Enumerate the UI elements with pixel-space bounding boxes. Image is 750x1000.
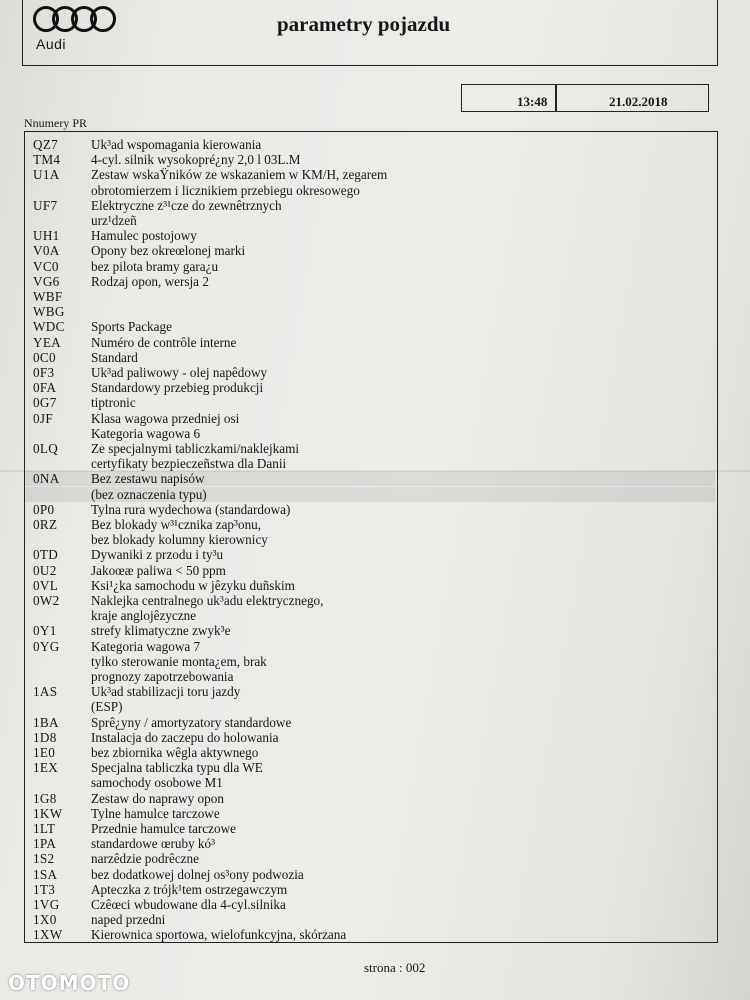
pr-description: Apteczka z trójk¹tem ostrzegawczym (91, 881, 288, 897)
pr-code: YEA (33, 334, 62, 350)
pr-code-row-continuation (25, 487, 715, 502)
pr-code: TM4 (33, 152, 61, 168)
pr-code-row (25, 471, 715, 486)
pr-code-row (25, 639, 715, 654)
pr-description: Sports Package (91, 319, 172, 335)
pr-description: (ESP) (91, 699, 123, 715)
pr-description: prognozy zapotrzebowania (91, 669, 234, 684)
pr-code: 0LQ (33, 441, 59, 456)
pr-code-row (25, 304, 715, 319)
pr-code: 1VG (33, 897, 60, 912)
pr-code-row (25, 867, 715, 882)
pr-code: 1LT (33, 821, 56, 836)
pr-code-row (25, 806, 715, 821)
pr-code: 0C0 (33, 349, 56, 365)
pr-description: bez dodatkowej dolnej os³ony podwozia (91, 866, 304, 882)
pr-description: Numéro de contrôle interne (91, 334, 237, 350)
pr-description: Tylne hamulce tarczowe (91, 805, 220, 821)
pr-code-row (25, 927, 715, 942)
pr-code-row (25, 228, 715, 243)
pr-code-row (25, 365, 715, 380)
pr-description: certyfikaty bezpieczeñstwa dla Danii (91, 456, 287, 472)
pr-code: U1A (33, 167, 60, 183)
pr-code-row-continuation (25, 775, 715, 790)
pr-description: Kierownica sportowa, wielofunkcyjna, skórzana (91, 927, 347, 943)
pr-code: 0VL (33, 577, 59, 593)
brand-label: Audi (36, 36, 67, 52)
pr-description: urz¹dzeñ (91, 213, 137, 228)
pr-description: narzêdzie podrêczne (91, 851, 199, 867)
pr-code-row (25, 502, 715, 517)
pr-code-row (25, 274, 715, 289)
pr-code-row (25, 137, 715, 152)
pr-code: 1KW (33, 805, 63, 821)
pr-code: 1T3 (33, 881, 56, 897)
pr-codes-list (24, 131, 718, 943)
pr-description: Bez zestawu napisów (91, 471, 205, 487)
pr-code-row (25, 593, 715, 608)
pr-description: Tylna rura wydechowa (standardowa) (91, 501, 291, 517)
pr-description: (bez oznaczenia typu) (91, 486, 207, 502)
pr-description: Uk³ad wspomagania kierowania (91, 137, 262, 152)
pr-code: UH1 (33, 228, 60, 244)
pr-code-row (25, 350, 715, 365)
pr-description: naped przedni (91, 912, 166, 928)
print-time: 13:48 (517, 94, 548, 109)
pr-description: Instalacja do zaczepu do holowania (91, 729, 279, 745)
pr-description: Zestaw do naprawy opon (91, 790, 224, 806)
pr-code: 0JF (33, 410, 53, 426)
pr-code-row (25, 563, 715, 578)
pr-code-row (25, 760, 715, 775)
pr-code-row (25, 745, 715, 760)
pr-description: Ze specjalnymi tabliczkami/naklejkami (91, 441, 299, 456)
pr-description: Rodzaj opon, wersja 2 (91, 273, 209, 289)
pr-code-row (25, 547, 715, 562)
pr-code: 1D8 (33, 729, 57, 745)
pr-code-row (25, 319, 715, 334)
pr-code: VG6 (33, 273, 60, 289)
pr-code: 1E0 (33, 745, 56, 760)
pr-description: tiptronic (91, 395, 136, 411)
pr-description: Zestaw wskaŸników ze wskazaniem w KM/H, zegarem (91, 167, 388, 183)
pr-description: tylko sterowanie monta¿em, brak (91, 653, 267, 669)
pr-code: WDC (33, 319, 65, 335)
section-label: Nnumery PR (24, 116, 87, 130)
pr-code: 1PA (33, 836, 57, 852)
pr-description: Uk³ad stabilizacji toru jazdy (91, 684, 241, 700)
pr-code: 0Y1 (33, 623, 57, 639)
pr-code-row-continuation (25, 456, 715, 471)
pr-code: 0RZ (33, 517, 58, 532)
pr-description: bez blokady kolumny kierownicy (91, 532, 268, 548)
pr-code-row (25, 912, 715, 927)
pr-description: strefy klimatyczne zwyk³e (91, 623, 231, 639)
pr-description: Standardowy przebieg produkcji (91, 380, 264, 396)
pr-description: Elektryczne z³¹cze do zewnêtrznych (91, 197, 282, 213)
print-date: 21.02.2018 (609, 94, 668, 109)
pr-code: UF7 (33, 197, 58, 213)
pr-description: Bez blokady w³¹cznika zap³onu, (91, 517, 262, 532)
pr-code-row (25, 380, 715, 395)
pr-code: 0P0 (33, 501, 55, 517)
pr-code: 0TD (33, 547, 59, 563)
pr-code: 1BA (33, 714, 59, 730)
pr-code: 1EX (33, 760, 59, 776)
pr-code: 1S2 (33, 851, 55, 867)
pr-description: obrotomierzem i licznikiem przebiegu okresowego (91, 182, 360, 198)
pr-code: 0NA (33, 471, 60, 487)
pr-code: 0F3 (33, 365, 55, 380)
pr-description: kraje anglojêzyczne (91, 608, 197, 624)
pr-code-row (25, 836, 715, 851)
pr-code-row (25, 167, 715, 182)
pr-code: WBG (33, 304, 65, 320)
pr-code-row-continuation (25, 608, 715, 623)
pr-description: Specjalna tabliczka typu dla WE (91, 760, 263, 776)
pr-description: Dywaniki z przodu i ty³u (91, 547, 224, 563)
pr-code-row-continuation (25, 532, 715, 547)
pr-code-row (25, 289, 715, 304)
pr-description: Opony bez okreœlonej marki (91, 243, 246, 259)
pr-code: 1G8 (33, 790, 57, 806)
pr-description: bez zbiornika wêgla aktywnego (91, 745, 259, 760)
pr-description: Jakoœæ paliwa < 50 ppm (91, 562, 226, 578)
pr-code-row-continuation (25, 699, 715, 714)
pr-code-row-continuation (25, 669, 715, 684)
pr-code: 1AS (33, 684, 58, 700)
pr-code: 0G7 (33, 395, 57, 411)
pr-code-row (25, 578, 715, 593)
pr-code-row (25, 730, 715, 745)
watermark-logo: OTOMOTO (8, 971, 131, 995)
pr-code-row (25, 791, 715, 806)
pr-code-row (25, 684, 715, 699)
pr-description: standardowe œruby kó³ (91, 836, 216, 852)
pr-description: Kategoria wagowa 6 (91, 425, 201, 441)
timestamp-box (461, 84, 709, 112)
pr-code: WBF (33, 289, 63, 304)
pr-code: 1X0 (33, 912, 57, 928)
page-number: strona : 002 (364, 960, 426, 975)
pr-description: Uk³ad paliwowy - olej napêdowy (91, 365, 268, 380)
pr-code: VC0 (33, 258, 59, 274)
pr-code-row (25, 715, 715, 730)
pr-code: 0U2 (33, 562, 57, 578)
pr-description: samochody osobowe M1 (91, 775, 223, 791)
pr-code: 0FA (33, 380, 57, 396)
pr-code-row (25, 335, 715, 350)
pr-description: Przednie hamulce tarczowe (91, 821, 236, 836)
audi-rings-logo (32, 4, 118, 34)
pr-code-row (25, 395, 715, 410)
pr-code: 1SA (33, 866, 58, 882)
pr-code-row (25, 243, 715, 258)
page-title: parametry pojazdu (277, 12, 451, 36)
pr-code: V0A (33, 243, 60, 259)
pr-code-row (25, 882, 715, 897)
pr-code-row (25, 517, 715, 532)
pr-description: Klasa wagowa przedniej osi (91, 410, 240, 426)
pr-description: Kategoria wagowa 7 (91, 638, 201, 654)
pr-code-row (25, 821, 715, 836)
pr-code-row (25, 198, 715, 213)
pr-code: 0YG (33, 638, 60, 654)
pr-code-row (25, 411, 715, 426)
pr-code-row (25, 259, 715, 274)
timestamp-divider (555, 85, 557, 111)
pr-code: 1XW (33, 927, 63, 943)
pr-code-row-continuation (25, 183, 715, 198)
pr-description: Czêœci wbudowane dla 4-cyl.silnika (91, 897, 286, 912)
pr-code-row (25, 897, 715, 912)
pr-description: Naklejka centralnego uk³adu elektrycznego, (91, 593, 324, 608)
pr-description: Sprê¿yny / amortyzatory standardowe (91, 714, 292, 730)
pr-description: Standard (91, 349, 138, 365)
pr-description: bez pilota bramy gara¿u (91, 258, 219, 274)
pr-code-row (25, 152, 715, 167)
pr-code: QZ7 (33, 137, 59, 152)
pr-code-row-continuation (25, 654, 715, 669)
pr-code-row (25, 623, 715, 638)
pr-description: Ksi¹¿ka samochodu w jêzyku duñskim (91, 577, 295, 593)
pr-code-row-continuation (25, 426, 715, 441)
pr-code-row-continuation (25, 213, 715, 228)
pr-description: Hamulec postojowy (91, 228, 197, 244)
pr-code-row (25, 851, 715, 866)
pr-code-row (25, 441, 715, 456)
pr-code: 0W2 (33, 593, 60, 608)
pr-description: 4-cyl. silnik wysokopré¿ny 2,0 l 03L.M (91, 152, 301, 168)
